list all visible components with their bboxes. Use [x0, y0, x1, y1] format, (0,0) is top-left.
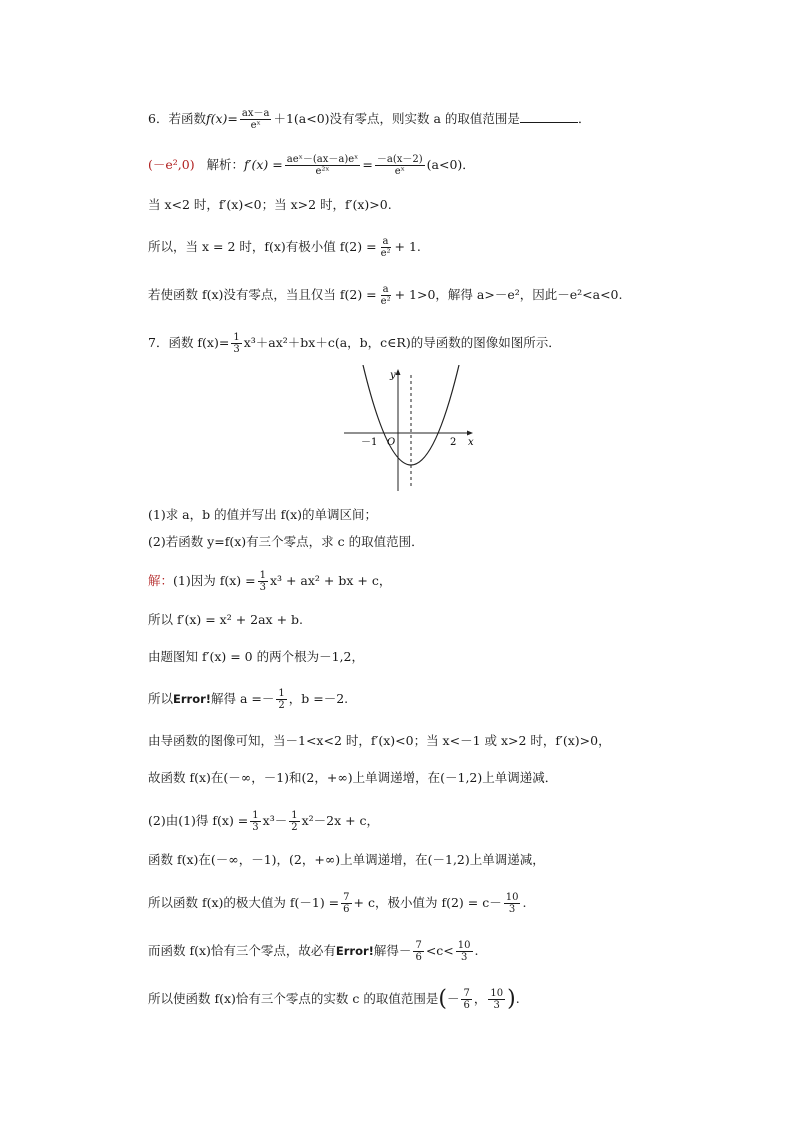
q7-s7-frac2: [289, 810, 299, 833]
y-axis-arrow: [396, 369, 401, 375]
q6-sol-frac2-den: eˣ: [394, 166, 405, 177]
q6-line4-frac: [379, 236, 393, 259]
q7-sol-line9: [148, 892, 526, 915]
q6-sol-tail: (a<0)．: [426, 157, 475, 172]
q7-s10-mid: 解得－: [373, 943, 412, 958]
q6-line4-den: e²: [380, 248, 391, 259]
q7-sol-line5: 由导函数的图像可知，当－1<x<2 时，f′(x)<0；当 x<－1 或 x>2 时，f′(x)>0，: [148, 733, 611, 748]
q7-s10-frac2: [456, 940, 473, 963]
q6-sol-frac1-den: e²ˣ: [315, 166, 330, 177]
q7-s11-pre: 所以使函数 f(x)恰有三个零点的实数 c 的取值范围是: [148, 991, 439, 1006]
q6-frac-num: ax－a: [241, 108, 270, 119]
q7-s10-num2: 10: [457, 940, 471, 951]
q7-s10-pre: 而函数 f(x)恰有三个零点，故必有: [148, 943, 336, 958]
q7-prefix: 7．函数 f(x)=: [148, 335, 230, 350]
error-text: Error!: [335, 944, 374, 958]
q7-s11-den1: 6: [463, 1000, 470, 1011]
q7-sol-label: 解：: [148, 573, 174, 588]
q7-s1-den: 3: [259, 582, 266, 593]
q7-s7-den2: 2: [291, 822, 298, 833]
q7-s7-frac1: [250, 810, 260, 833]
derivative-graph: [342, 365, 478, 495]
y-axis-label: y: [390, 370, 396, 381]
q7-sol-line2: 所以 f′(x) = x² + 2ax + b.: [148, 612, 303, 627]
q7-s9-frac2: [504, 892, 521, 915]
x-axis-label: x: [468, 437, 474, 448]
answer-blank[interactable]: [520, 110, 578, 123]
q7-s4-pre: 所以: [148, 691, 174, 706]
q7-s9-num1: 7: [343, 892, 350, 903]
q7-s7-post: x²－2x + c，: [301, 813, 380, 828]
left-paren: (: [438, 986, 447, 1012]
q7-sol-line7: [148, 810, 379, 833]
q6-fx: f(x)=: [205, 111, 238, 126]
q7-post: x³＋ax²＋bx＋c(a，b，c∈R)的导函数的图像如图所示．: [243, 335, 561, 350]
q7-frac-den: 3: [233, 344, 240, 355]
q6-sol-frac1: [285, 154, 361, 177]
q6-line5-num: a: [382, 284, 389, 295]
q7-s1-frac: [258, 570, 268, 593]
q7-s11-num1: 7: [463, 988, 470, 999]
q7-s4-den: 2: [278, 700, 285, 711]
q6-fraction: [240, 108, 272, 131]
q6-prefix: 6．若函数: [148, 111, 206, 126]
q6-line4-pre: 所以，当 x = 2 时，f(x)有极小值 f(2) =: [148, 239, 377, 254]
q6-answer: (－e²,0): [148, 157, 195, 172]
q6-line5-den: e²: [380, 296, 391, 307]
q7-s7-num2: 1: [291, 810, 298, 821]
q7-sol-line10: [148, 940, 478, 963]
root-neg1-label: －1: [361, 437, 378, 448]
root-2-label: 2: [450, 437, 457, 448]
q6-line5-frac: [379, 284, 393, 307]
right-paren: ): [507, 986, 516, 1012]
q7-s7-pre: (2)由(1)得 f(x) =: [148, 813, 249, 828]
q6-sol-frac2: [375, 154, 425, 177]
q7-fraction: [231, 332, 241, 355]
q6-line4-num: a: [382, 236, 389, 247]
q7-s11-minus: －: [446, 991, 460, 1006]
q7-s1-pre: (1)因为 f(x) =: [173, 573, 256, 588]
q7-s4-mid: 解得 a =－: [211, 691, 275, 706]
q7-s4-num: 1: [278, 688, 285, 699]
q6-sol-label: 解析：: [206, 157, 245, 172]
q7-s7-den1: 3: [252, 822, 259, 833]
q7-s7-num1: 1: [252, 810, 259, 821]
q7-s9-mid: + c，极小值为 f(2) = c－: [353, 895, 502, 910]
q6-end: ．: [577, 111, 591, 126]
q6-sol-frac2-num: －a(x－2): [376, 154, 423, 165]
q7-sol-line8: 函数 f(x)在(－∞，－1)，(2，+∞)上单调递增，在(－1,2)上单调递减，: [148, 852, 545, 867]
q7-s11-frac2: [488, 988, 505, 1011]
q7-s10-den1: 6: [415, 952, 422, 963]
q7-s9-den2: 3: [508, 904, 516, 915]
q6-statement: [148, 108, 590, 131]
q7-s1-post: x³ + ax² + bx + c，: [269, 573, 392, 588]
q7-s11-comma: ，: [473, 991, 487, 1006]
q7-s9-pre: 所以函数 f(x)的极大值为 f(－1) =: [148, 895, 340, 910]
q6-solution-line1: [148, 154, 475, 177]
q7-s11-num2: 10: [490, 988, 504, 999]
q7-s11-frac1: [461, 988, 471, 1011]
x-axis-arrow: [467, 431, 473, 436]
q7-sol-line1: [148, 570, 391, 593]
q7-s9-frac1: [341, 892, 351, 915]
q6-line5-post: + 1>0，解得 a>－e²，因此－e²<a<0.: [394, 287, 623, 302]
q7-s7-mid: x³－: [262, 813, 288, 828]
q7-s9-end: .: [522, 895, 527, 910]
q7-s10-lt: <c<: [425, 943, 454, 958]
q7-sol-line3: 由题图知 f′(x) = 0 的两个根为－1,2，: [148, 649, 364, 664]
error-text: Error!: [173, 692, 212, 706]
q6-solution-line4: [148, 284, 622, 307]
q7-s10-num1: 7: [415, 940, 422, 951]
q6-frac-den: eˣ: [250, 120, 261, 131]
q7-part1: (1)求 a，b 的值并写出 f(x)的单调区间；: [148, 507, 378, 522]
q6-sol-lhs: f′(x) =: [244, 157, 283, 172]
q7-sol-line4: [148, 688, 348, 711]
q7-s9-den1: 6: [343, 904, 350, 915]
q6-line4-post: + 1.: [394, 239, 421, 254]
q7-s1-num: 1: [259, 570, 266, 581]
q6-solution-line3: [148, 236, 421, 259]
q7-frac-num: 1: [233, 332, 240, 343]
q6-post: ＋1(a<0)没有零点，则实数 a 的取值范围是: [273, 111, 520, 126]
q7-s9-num2: 10: [505, 892, 519, 903]
q7-s10-end: .: [474, 943, 479, 958]
q6-solution-line2: 当 x<2 时，f′(x)<0；当 x>2 时，f′(x)>0.: [148, 197, 392, 212]
q7-s11-end: .: [515, 991, 520, 1006]
q7-s10-frac1: [413, 940, 423, 963]
q7-s11-den2: 3: [493, 1000, 500, 1011]
q7-s10-den2: 3: [460, 952, 468, 963]
q7-statement: [148, 332, 561, 355]
q7-part2: (2)若函数 y=f(x)有三个零点，求 c 的取值范围．: [148, 534, 424, 549]
q7-sol-line6: 故函数 f(x)在(－∞，－1)和(2，+∞)上单调递增，在(－1,2)上单调递减．: [148, 770, 558, 785]
q7-s4-frac: [276, 688, 286, 711]
origin-label: O: [387, 437, 396, 448]
q7-s4-post: ，b =－2.: [288, 691, 349, 706]
q6-sol-frac1-num: aeˣ－(ax－a)eˣ: [286, 154, 359, 165]
q6-line5-pre: 若使函数 f(x)没有零点，当且仅当 f(2) =: [148, 287, 377, 302]
q6-eq: =: [362, 157, 373, 172]
q7-sol-line11: [148, 988, 520, 1011]
